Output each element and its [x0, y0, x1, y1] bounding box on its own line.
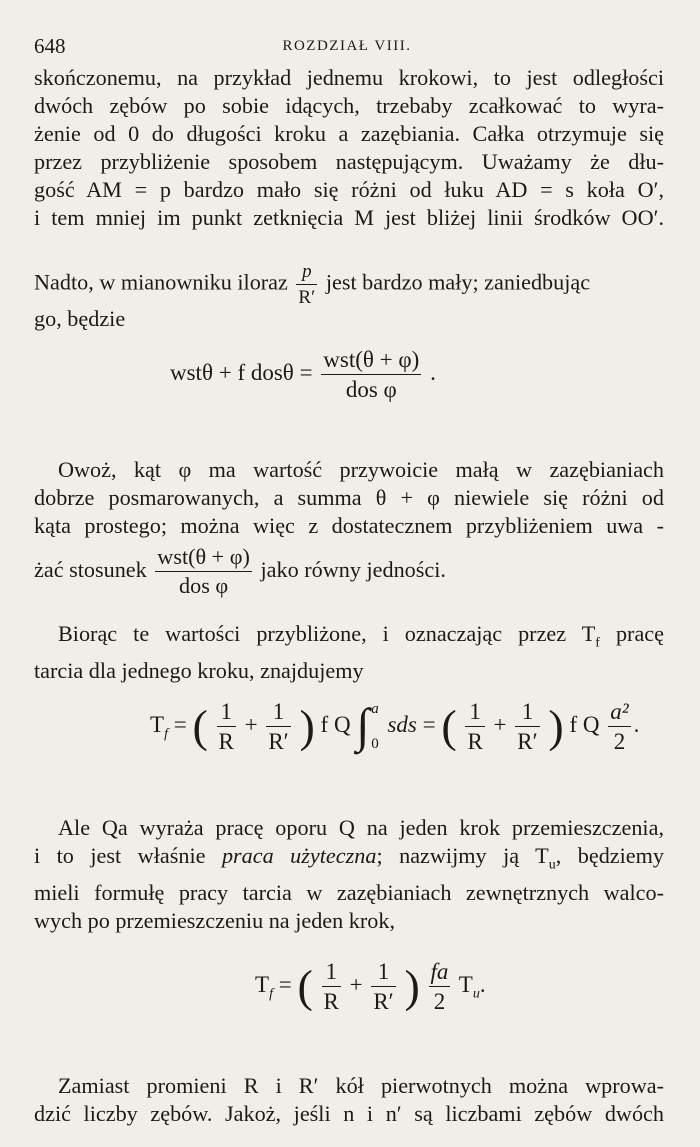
fraction-a2-over-2: $\frac{\text{a²}}{2}$ — [610, 699, 629, 754]
fraction-numerator: p — [302, 261, 312, 282]
text-line: dzić liczby zębów. Jakoż, jeśli n i n′ są liczbami zębów dwóch — [34, 1101, 664, 1126]
text-line: mieli formułę pracy tarcia w zazębianiach zewnętrznych walco- — [34, 880, 664, 906]
text-line: skończonemu, na przykład jednemu krokowi, to jest odległości — [34, 65, 664, 90]
fraction-denominator: R′ — [296, 284, 317, 307]
running-head: ROZDZIAŁ VIII. — [282, 38, 412, 54]
fraction-numerator: wst(θ + φ) — [323, 347, 420, 372]
paragraph-5 — [34, 1072, 664, 1128]
integral-sign: ∫ — [356, 699, 370, 753]
plus-sign: + — [349, 971, 363, 997]
text-line: Owoż, kąt φ ma wartość przywoicie małą w zazębianiach — [58, 457, 664, 482]
text-line: Ale Qa wyraża pracę oporu Q na jeden krok przemieszczenia, — [58, 815, 664, 840]
text-line: i to jest właśnie praca użyteczna; nazwijmy ją $T_u$, będziemy — [34, 843, 664, 873]
formula-lhs: $T_f$ — [150, 711, 168, 742]
close-paren: ) — [299, 700, 315, 752]
fraction-one-over-R: $\frac{1}{R}$ — [323, 959, 339, 1014]
plus-sign: + — [493, 711, 507, 737]
text-fragment: jest bardzo mały; zaniedbując — [325, 269, 591, 295]
text-line: i tem mniej im punkt zetknięcia M jest bliżej linii środków OO′. — [34, 205, 664, 230]
ratio-fraction — [296, 262, 317, 307]
open-paren: ( — [441, 700, 457, 752]
formula-fraction — [321, 348, 421, 401]
formula-period: . — [430, 359, 436, 385]
ratio-fraction — [155, 546, 252, 597]
text-line: żenie od 0 do długości kroku a zazębiania. Całka otrzymuje się — [34, 121, 664, 146]
paragraph-4 — [34, 814, 664, 935]
formula-3 — [255, 960, 555, 1013]
text-line: Zamiast promieni R i R′ kół pierwotnych można wprowa- — [58, 1073, 664, 1098]
paragraph-2 — [34, 456, 664, 597]
text-line-with-fraction — [34, 546, 664, 597]
useful-work-symbol: $T_u$. — [458, 971, 486, 1002]
formula-1 — [170, 348, 570, 401]
formula-factor: f Q — [320, 711, 351, 737]
formula-lhs: $T_f$ — [255, 971, 273, 1002]
equals-sign: = — [278, 971, 292, 997]
paragraph-1 — [34, 64, 664, 232]
paragraph-3 — [34, 620, 664, 685]
open-paren: ( — [297, 960, 313, 1012]
text-fragment: Nadto, w mianowniku iloraz — [34, 269, 288, 295]
fraction-one-over-Rprime: $\frac{1}{R'}$ — [268, 699, 289, 754]
text-fragment: jako równy jedności. — [260, 556, 446, 582]
integrand: sds — [387, 711, 417, 737]
formula-left-side: wstθ + f dosθ = — [170, 359, 313, 385]
fraction-fa-over-2: $\frac{fa}{2}$ — [430, 959, 449, 1014]
text-line: dobrze posmarowanych, a summa θ + φ niewiele się różni od — [34, 485, 664, 510]
plus-sign: + — [244, 711, 258, 737]
formula-factor: f Q — [569, 711, 600, 737]
formula-2: $T_f$ = ( $\frac{1}{R}$ + $\frac{1}{R'}$ ) f Q ∫ a 0 sds = ( $\frac{1}{R}$ + $\frac{1}{R'}$ ) f Q $\frac{\text{a²}}{2}$ . — [150, 699, 640, 754]
text-line: przez przybliżenie sposobem następującym. Uważamy że dłu- — [34, 149, 664, 174]
page-number: 648 — [34, 34, 66, 58]
text-line: wych po przemieszczeniu na jeden krok, — [34, 908, 396, 934]
text-line: go, będzie — [34, 306, 126, 331]
fraction-denominator: dos φ — [321, 374, 421, 401]
text-line: gość AM = p bardzo mało się różni od łuku AD = s koła O′, — [34, 177, 664, 202]
text-line-with-fraction — [34, 262, 664, 307]
fraction-one-over-R: $\frac{1}{R}$ — [467, 699, 483, 754]
page-header — [34, 34, 660, 60]
text-line: tarcia dla jednego kroku, znajdujemy — [34, 658, 364, 684]
text-line: kąta prostego; można więc z dostatecznem przybliżeniem uwa - — [34, 513, 664, 538]
fraction-one-over-R: $\frac{1}{R}$ — [218, 699, 234, 754]
open-paren: ( — [192, 700, 208, 752]
fraction-one-over-Rprime: $\frac{1}{R'}$ — [517, 699, 538, 754]
fraction-numerator: wst(θ + φ) — [157, 544, 250, 569]
close-paren: ) — [404, 960, 420, 1012]
fraction-denominator: dos φ — [155, 571, 252, 597]
close-paren: ) — [548, 700, 564, 752]
text-line: Biorąc te wartości przybliżone, i oznaczając przez $T_f$ pracę — [58, 621, 664, 651]
equals-sign: = — [173, 711, 187, 737]
integral-limits: a 0 — [371, 700, 379, 752]
text-fragment: żać stosunek — [34, 556, 147, 582]
equals-sign: = — [422, 711, 436, 737]
fraction-one-over-Rprime: $\frac{1}{R'}$ — [373, 959, 394, 1014]
paragraph-1-continued — [34, 262, 664, 333]
text-line: dwóch zębów po sobie idących, trzebaby zcałkować to wyra- — [34, 93, 664, 118]
